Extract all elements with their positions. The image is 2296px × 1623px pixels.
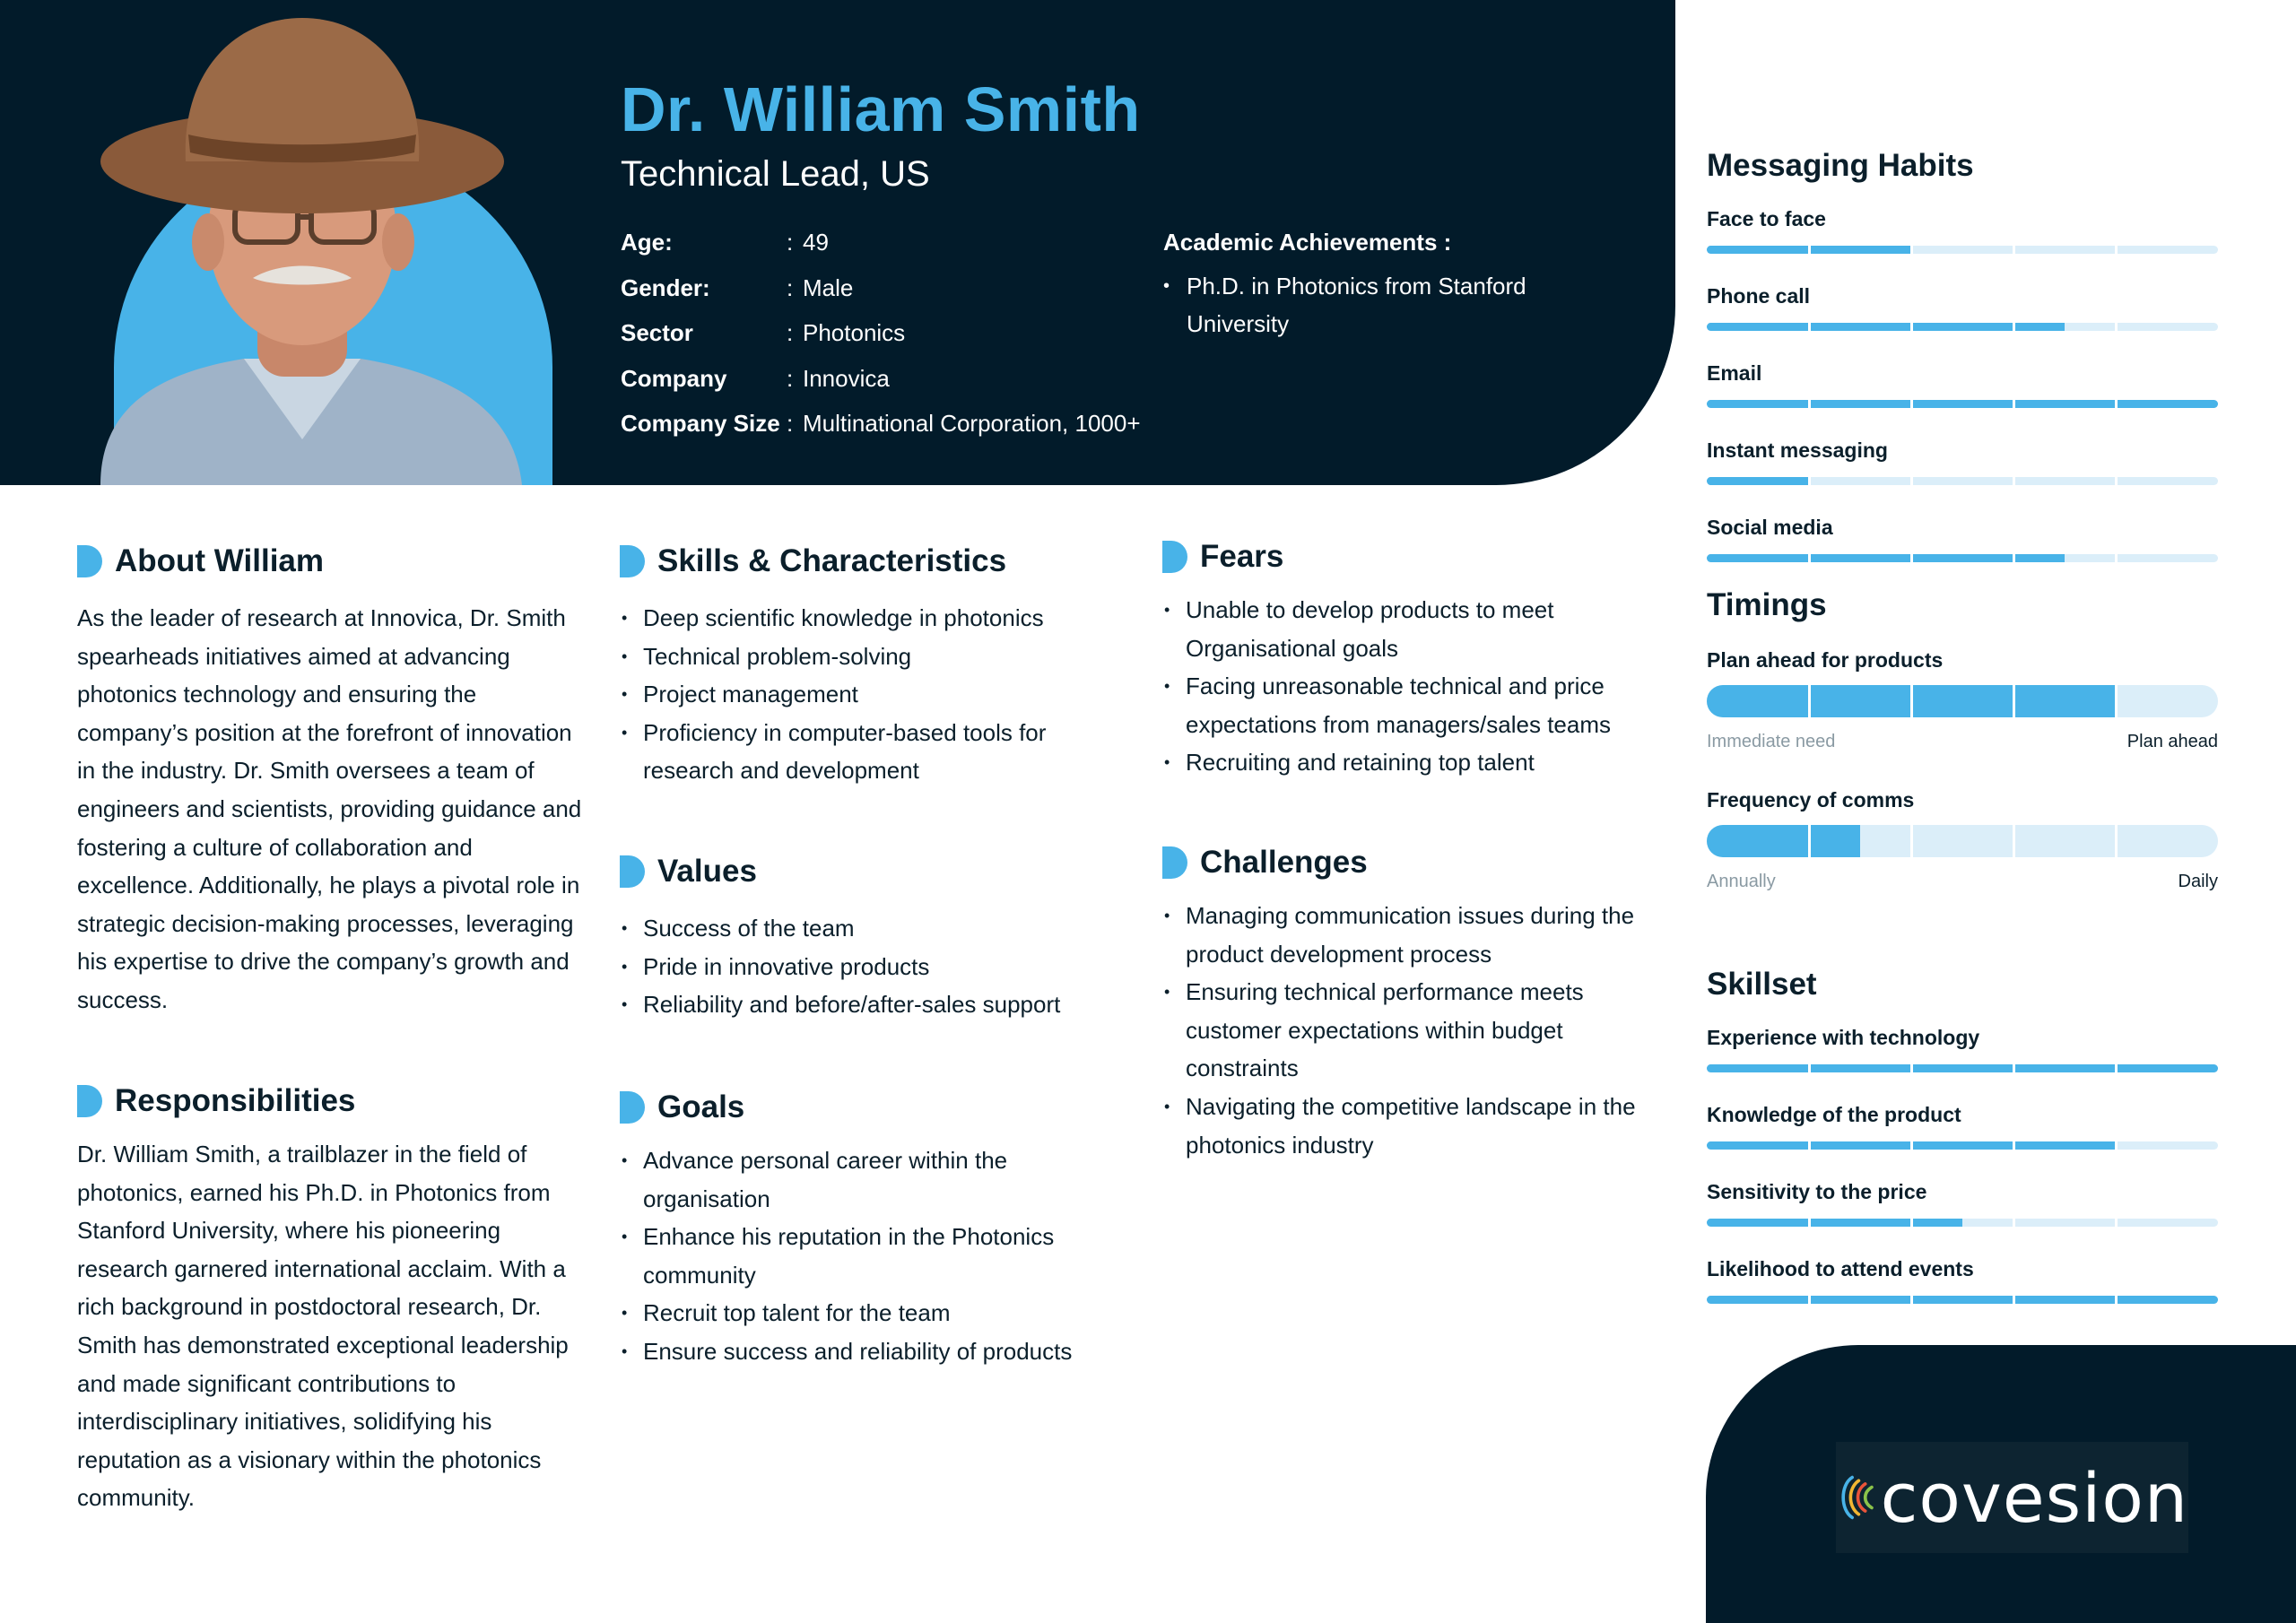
section-marker-icon <box>77 545 102 577</box>
persona-role: Technical Lead, US <box>621 154 930 194</box>
goals-section <box>620 1089 1122 1371</box>
metric-bar-divider <box>2013 554 2015 562</box>
list-item: • Technical problem-solving <box>620 638 1122 676</box>
metric-label: Face to face <box>1707 207 1826 230</box>
fears-section <box>1162 539 1674 782</box>
metric-bar <box>1707 323 2218 331</box>
metric <box>1707 1257 2218 1304</box>
metric-bar-divider <box>1808 246 1811 254</box>
metric-bar-divider <box>1808 323 1811 331</box>
metric-bar-divider <box>2013 323 2015 331</box>
metric-bar-divider <box>2013 477 2015 485</box>
metric <box>1707 361 2218 408</box>
responsibilities-section <box>77 1083 588 1517</box>
metric-bar-fill <box>1707 1219 1962 1227</box>
persona-name: Dr. William Smith <box>621 74 1141 144</box>
metric-bar-divider <box>1808 1296 1811 1304</box>
fact-value: Male <box>803 273 854 301</box>
list-item: • Pride in innovative products <box>620 948 1122 986</box>
metric-bar-divider <box>2013 1219 2015 1227</box>
metric-bar-fill <box>1707 825 1860 857</box>
academic-title: Academic Achievements : <box>1163 229 1452 256</box>
metric-bar-fill <box>1707 1296 2218 1304</box>
metric <box>1707 516 2218 562</box>
metric-bar-divider <box>2115 1141 2118 1150</box>
metric-label: Phone call <box>1707 284 1811 308</box>
messaging-habits-panel <box>1707 148 2218 562</box>
list-item: • Deep scientific knowledge in photonics <box>620 599 1122 638</box>
fact-row <box>621 229 1141 274</box>
list-item: • Success of the team <box>620 909 1122 948</box>
fears-list <box>1162 591 1674 782</box>
list-item: • Managing communication issues during the product development process <box>1162 897 1674 973</box>
metric-label: Frequency of comms <box>1707 788 1915 812</box>
metric-bar-divider <box>2013 1141 2015 1150</box>
list-item: • Navigating the competitive landscape in the photonics industry <box>1162 1088 1674 1164</box>
metric-bar-divider <box>2115 1064 2118 1072</box>
portrait-photo <box>65 18 531 485</box>
metric-bar-fill <box>1707 1064 2218 1072</box>
metric-bar <box>1707 1296 2218 1304</box>
metric-bar <box>1707 554 2218 562</box>
list-item: • Proficiency in computer-based tools for research and development <box>620 714 1122 790</box>
metric-bar-fill <box>1707 554 2065 562</box>
logo-text: covesion <box>1880 1457 2188 1538</box>
fact-label: Sector <box>621 319 693 346</box>
metric <box>1707 788 2218 892</box>
list-item: • Ensuring technical performance meets customer expectations within budget constraints <box>1162 973 1674 1088</box>
timings-panel <box>1707 587 2218 892</box>
metric-bar-divider <box>1910 246 1913 254</box>
responsibilities-text: Dr. William Smith, a trailblazer in the field of photonics, earned his Ph.D. in Photonics from Stanford University, where his pioneering research garnered international acclaim. With a rich background in postdoctoral research, Dr. Smith has demonstrated exceptional leadership and made significant contributions to interdisciplinary initiatives, solidifying his reputation as a visionary within the photonics community. <box>77 1141 569 1512</box>
section-marker-icon <box>620 1091 645 1124</box>
fact-label: Age: <box>621 229 673 256</box>
metric-label: Social media <box>1707 516 1833 539</box>
list-item: • Enhance his reputation in the Photonics community <box>620 1218 1122 1294</box>
list-item: • Advance personal career within the organisation <box>620 1141 1122 1218</box>
academic-achievements <box>1163 229 1576 343</box>
metric-label: Instant messaging <box>1707 438 1888 462</box>
challenges-section <box>1162 845 1674 1164</box>
metric-bar-divider <box>2115 246 2118 254</box>
metric-bar-divider <box>1808 1219 1811 1227</box>
metric-bar-divider <box>2115 1219 2118 1227</box>
section-title: Goals <box>657 1089 745 1124</box>
metric-bar <box>1707 685 2218 717</box>
metric-bar-divider <box>1808 477 1811 485</box>
metric-label: Likelihood to attend events <box>1707 1257 1974 1280</box>
values-list <box>620 909 1122 1024</box>
metric-bar-divider <box>2013 246 2015 254</box>
metric-label: Email <box>1707 361 1762 385</box>
list-item: • Reliability and before/after-sales support <box>620 985 1122 1024</box>
metric-bar <box>1707 825 2218 857</box>
fact-row <box>621 319 1141 365</box>
panel-title: Skillset <box>1707 967 1817 1002</box>
metric-bar-divider <box>2115 323 2118 331</box>
section-marker-icon <box>620 855 645 888</box>
metric-bar-divider <box>2115 554 2118 562</box>
panel-title: Messaging Habits <box>1707 148 1974 183</box>
goals-list <box>620 1141 1122 1371</box>
fact-separator: : <box>787 410 794 437</box>
section-title: Challenges <box>1200 845 1368 880</box>
metric-bar-divider <box>1910 400 1913 408</box>
metric-bar-divider <box>2115 1296 2118 1304</box>
metric <box>1707 1103 2218 1150</box>
fact-label: Company Size <box>621 410 780 437</box>
metric-bar-divider <box>1910 825 1913 857</box>
metric-bar-divider <box>1910 1141 1913 1150</box>
profile-header <box>0 0 1675 485</box>
metric-bar-divider <box>1808 554 1811 562</box>
section-title: Skills & Characteristics <box>657 543 1007 578</box>
metric-bar-fill <box>1707 477 1809 485</box>
section-marker-icon <box>1162 541 1187 573</box>
scale-low-label: Immediate need <box>1707 732 1836 751</box>
scale-high-label: Plan ahead <box>2126 732 2218 751</box>
list-item: • Recruiting and retaining top talent <box>1162 743 1674 782</box>
skills-section <box>620 543 1122 790</box>
metric-bar-divider <box>1808 825 1811 857</box>
metric-bar-divider <box>2115 685 2118 717</box>
fact-value: Photonics <box>803 319 906 346</box>
skills-list <box>620 599 1122 790</box>
metric-bar <box>1707 1141 2218 1150</box>
panel-title: Timings <box>1707 587 1827 622</box>
metric-scale <box>1707 872 2218 892</box>
challenges-list <box>1162 897 1674 1164</box>
section-marker-icon <box>620 545 645 577</box>
metric-bar-divider <box>2013 400 2015 408</box>
section-marker-icon <box>1162 846 1187 879</box>
fact-row <box>621 274 1141 320</box>
metric-bar-divider <box>2013 685 2015 717</box>
fact-value: Multinational Corporation, 1000+ <box>803 410 1141 437</box>
metric-bar-divider <box>1808 400 1811 408</box>
metric-bar-divider <box>2115 400 2118 408</box>
metric-scale <box>1707 732 2218 752</box>
section-title: Values <box>657 854 757 889</box>
list-item: • Ph.D. in Photonics from Stanford University <box>1163 267 1576 343</box>
metric-bar-divider <box>1910 554 1913 562</box>
fact-separator: : <box>787 229 794 256</box>
metric-bar-divider <box>2115 825 2118 857</box>
metric-bar <box>1707 246 2218 254</box>
metric-bar-divider <box>2013 1064 2015 1072</box>
scale-low-label: Annually <box>1707 872 1776 891</box>
scale-high-label: Daily <box>2178 872 2218 891</box>
metric-bar <box>1707 1219 2218 1227</box>
logo-waves-icon <box>1836 1457 1875 1538</box>
persona-facts <box>621 229 1141 456</box>
list-item: • Project management <box>620 675 1122 714</box>
metric-label: Experience with technology <box>1707 1026 1980 1049</box>
fact-value: 49 <box>803 229 829 256</box>
section-title: Fears <box>1200 539 1284 574</box>
fact-label: Gender: <box>621 273 710 301</box>
fact-label: Company <box>621 364 727 392</box>
section-title: About William <box>115 543 325 578</box>
metric-bar-divider <box>1910 1296 1913 1304</box>
metric-label: Plan ahead for products <box>1707 648 1944 672</box>
about-section <box>77 543 588 1020</box>
metric <box>1707 648 2218 752</box>
metric-bar-divider <box>1910 1219 1913 1227</box>
metric-bar-divider <box>1808 685 1811 717</box>
list-item: • Recruit top talent for the team <box>620 1294 1122 1332</box>
list-item: • Ensure success and reliability of products <box>620 1332 1122 1371</box>
metric-label: Sensitivity to the price <box>1707 1180 1927 1203</box>
metric-bar-divider <box>2013 825 2015 857</box>
metric <box>1707 284 2218 331</box>
metric-bar-divider <box>1910 1064 1913 1072</box>
metric <box>1707 1026 2218 1072</box>
fact-separator: : <box>787 319 794 346</box>
covesion-logo <box>1836 1442 2188 1553</box>
metric-bar-fill <box>1707 400 2218 408</box>
values-section <box>620 854 1122 1024</box>
metric-bar-divider <box>2115 477 2118 485</box>
metric <box>1707 207 2218 254</box>
skillset-panel <box>1707 967 2218 1304</box>
fact-separator: : <box>787 273 794 301</box>
metric-bar <box>1707 400 2218 408</box>
fact-row <box>621 410 1141 456</box>
metric-bar <box>1707 1064 2218 1072</box>
metric-bar-divider <box>1910 477 1913 485</box>
fact-value: Innovica <box>803 364 890 392</box>
fact-separator: : <box>787 364 794 392</box>
metric-bar-divider <box>1808 1064 1811 1072</box>
section-title: Responsibilities <box>115 1083 356 1118</box>
list-item: • Unable to develop products to meet Organisational goals <box>1162 591 1674 667</box>
metric-label: Knowledge of the product <box>1707 1103 1961 1126</box>
metric-bar-divider <box>1808 1141 1811 1150</box>
fact-row <box>621 365 1141 411</box>
metric-bar-divider <box>2013 1296 2015 1304</box>
about-text: As the leader of research at Innovica, Dr. Smith spearheads initiatives aimed at advancing photonics technology and ensuring the company’s position at the forefront of innovation in the industry. Dr. Smith oversees a team of engineers and scientists, providing guidance and fostering a culture of collaboration and excellence. Additionally, he plays a pivotal role in strategic decision-making processes, leveraging his expertise to drive the company’s growth and success. <box>77 604 582 1013</box>
metric-bar-divider <box>1910 685 1913 717</box>
metric-bar-divider <box>1910 323 1913 331</box>
metric <box>1707 1180 2218 1227</box>
metric <box>1707 438 2218 485</box>
list-item: • Facing unreasonable technical and price expectations from managers/sales teams <box>1162 667 1674 743</box>
academic-list <box>1163 267 1576 343</box>
metric-bar <box>1707 477 2218 485</box>
metric-bar-fill <box>1707 323 2065 331</box>
section-marker-icon <box>77 1085 102 1117</box>
